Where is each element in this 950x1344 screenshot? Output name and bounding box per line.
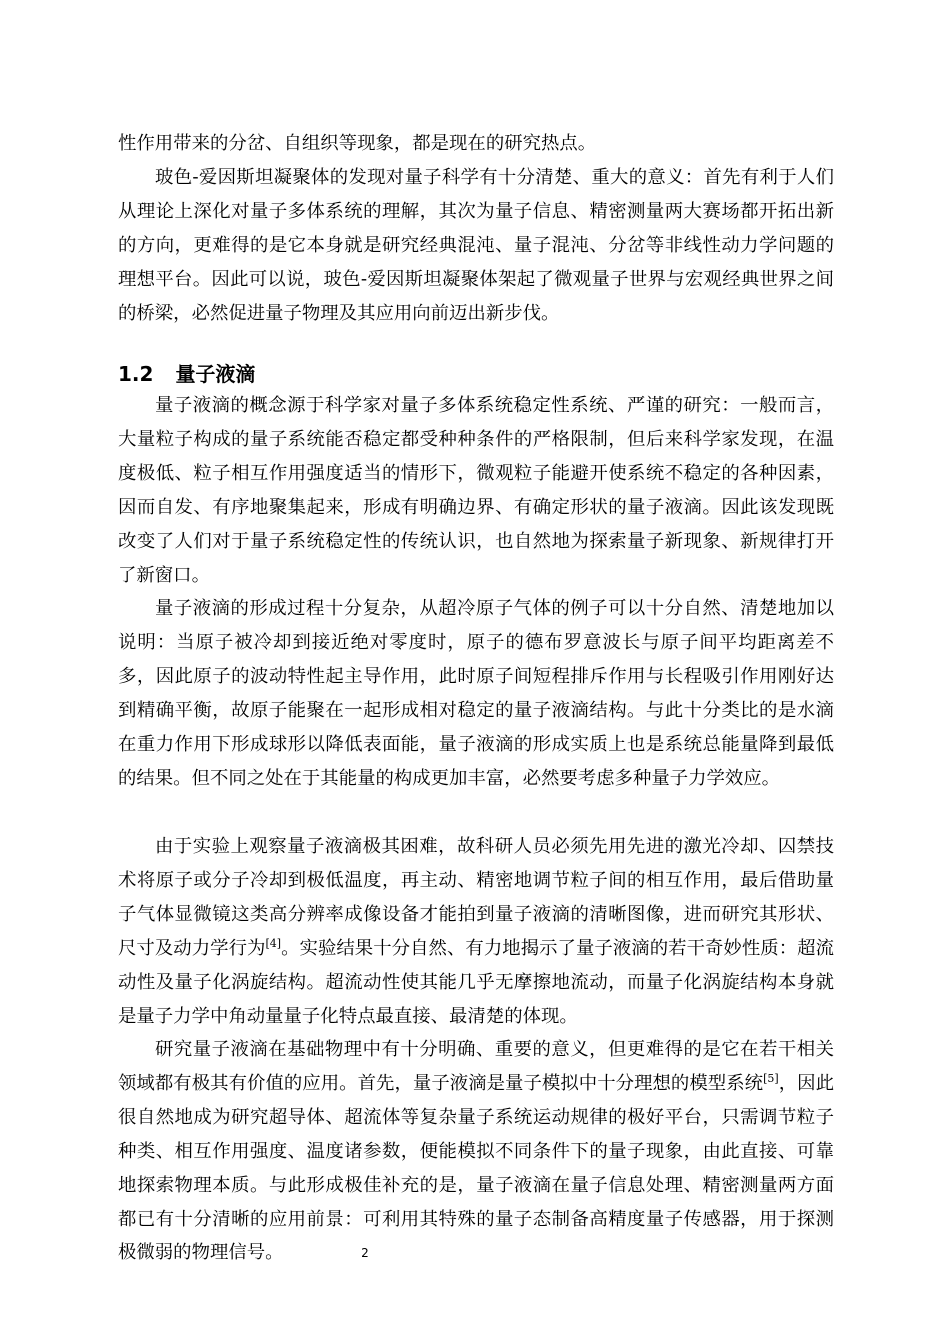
page-number: 2 xyxy=(361,1246,369,1260)
paragraph-bec-significance: 玻色-爱因斯坦凝聚体的发现对量子科学有十分清楚、重大的意义：首先有利于人们从理论上深化对量子多体系统的理解，其次为量子信息、精密测量两大赛场都开拓出新的方向，更难得的是它本身就是研究经典混沌、量子混沌、分岔等非线性动力学问题的理想平台。因此可以说，玻色-爱因斯坦凝聚体架起了微观量子世界与宏观经典世界之间的桥梁，必然促进量子物理及其应用向前迈出新步伐。 xyxy=(118,167,834,324)
applications-text-part1: 研究量子液滴在基础物理中有十分明确、重要的意义，但更难得的是它在若干相关领域都有极其有价值的应用。首先，量子液滴是量子模拟中十分理想的模型系统 xyxy=(118,1039,834,1094)
experiment-text-part1: 由于实验上观察量子液滴极其困难，故科研人员必须先用先进的激光冷却、囚禁技术将原子或分子冷却到极低温度，再主动、精密地调节粒子间的相互作用，最后借助量子气体显微镜这类高分辨率成像设备才能拍到量子液滴的清晰图像，进而研究其形状、尺寸及动力学行为 xyxy=(118,836,834,959)
paragraph-droplet-formation: 量子液滴的形成过程十分复杂，从超冷原子气体的例子可以十分自然、清楚地加以说明：当原子被冷却到接近绝对零度时，原子的德布罗意波长与原子间平均距离差不多，因此原子的波动特性起主导作用，此时原子间短程排斥作用与长程吸引作用刚好达到精确平衡，故原子能聚在一起形成相对稳定的量子液滴结构。与此十分类比的是水滴在重力作用下形成球形以降低表面能，量子液滴的形成实质上也是系统总能量降到最低的结果。但不同之处在于其能量的构成更加丰富，必然要考虑多种量子力学效应。 xyxy=(118,598,834,789)
section-number: 1.2 xyxy=(118,362,154,386)
experiment-text-part2: 。实验结果十分自然、有力地揭示了量子液滴的若干奇妙性质：超流动性及量子化涡旋结构。超流动性使其能几乎无摩擦地流动，而量子化涡旋结构本身就是量子力学中角动量量子化特点最直接、最清楚的体现。 xyxy=(118,937,834,1027)
applications-text-part2: ，因此很自然地成为研究超导体、超流体等复杂量子系统运动规律的极好平台，只需调节粒子种类、相互作用强度、温度诸参数，便能模拟不同条件下的量子现象，由此直接、可靠地探索物理本质。与此形成极佳补充的是，量子液滴在量子信息处理、精密测量两方面都已有十分清晰的应用前景：可利用其特殊的量子态制备高精度量子传感器，用于探测极微弱的物理信号。 xyxy=(118,1072,834,1264)
citation-5: [5] xyxy=(763,1071,779,1085)
paragraph-droplet-applications xyxy=(118,1033,834,1270)
paragraph-droplet-concept: 量子液滴的概念源于科学家对量子多体系统稳定性系统、严谨的研究：一般而言，大量粒子构成的量子系统能否稳定都受种种条件的严格限制，但后来科学家发现，在温度极低、粒子相互作用强度适当的情形下，微观粒子能避开使系统不稳定的各种因素，因而自发、有序地聚集起来，形成有明确边界、有确定形状的量子液滴。因此该发现既改变了人们对于量子系统稳定性的传统认识，也自然地为探索量子新现象、新规律打开了新窗口。 xyxy=(118,395,834,586)
section-title: 量子液滴 xyxy=(175,362,256,386)
citation-4: [4] xyxy=(265,936,282,950)
paragraph-droplet-experiment xyxy=(118,830,834,1033)
paragraph-continuation: 性作用带来的分岔、自组织等现象，都是现在的研究热点。 xyxy=(118,133,597,154)
section-heading xyxy=(118,359,255,389)
